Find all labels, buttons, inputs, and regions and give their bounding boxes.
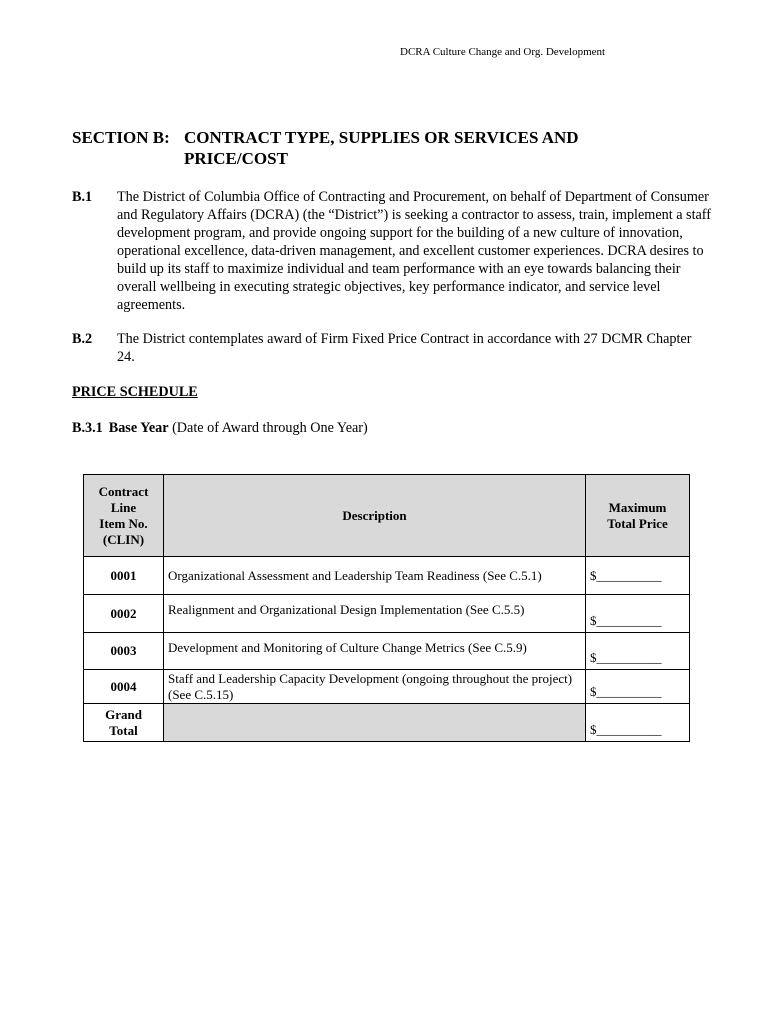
section-title-line1: CONTRACT TYPE, SUPPLIES OR SERVICES AND <box>184 128 579 147</box>
table-row <box>84 633 690 670</box>
grand-total-row <box>84 704 690 742</box>
subsection-detail: (Date of Award through One Year) <box>172 420 368 436</box>
price-cell: $__________ <box>586 557 690 595</box>
table-header-row <box>84 475 690 557</box>
price-header-line: Maximum <box>608 499 667 515</box>
table-row <box>84 595 690 633</box>
description-cell: Staff and Leadership Capacity Development (ongoing throughout the project)(See C.5.15) <box>164 670 586 704</box>
clin-cell: 0001 <box>84 557 164 595</box>
price-cell: $__________ <box>586 633 690 670</box>
table-row <box>84 557 690 595</box>
description-cell: Realignment and Organizational Design Implementation (See C.5.5) <box>164 595 586 633</box>
clin-cell: 0003 <box>84 633 164 670</box>
description-cell: Development and Monitoring of Culture Change Metrics (See C.5.9) <box>164 633 586 670</box>
grand-total-label-line: Grand <box>105 706 142 722</box>
running-header: DCRA Culture Change and Org. Development <box>400 46 606 58</box>
price-schedule-heading: PRICE SCHEDULE <box>72 384 198 400</box>
clin-cell: 0004 <box>84 670 164 704</box>
price-header-line: Total Price <box>607 515 668 531</box>
price-table <box>83 474 690 742</box>
clin-cell: 0002 <box>84 595 164 633</box>
paragraph-b1 <box>72 188 712 314</box>
subsection-b31 <box>72 420 368 437</box>
table-row <box>84 670 690 704</box>
clin-header <box>84 475 164 557</box>
section-title <box>72 127 692 169</box>
clin-header-line: Item No. <box>99 515 148 531</box>
price-cell: $__________ <box>586 670 690 704</box>
clin-header-line: Line <box>110 499 137 515</box>
subsection-number: B.3.1 <box>72 420 103 436</box>
section-title-line2: PRICE/COST <box>184 149 288 168</box>
grand-total-description <box>164 704 586 742</box>
paragraph-number: B.2 <box>72 331 93 347</box>
grand-total-label-line: Total <box>109 722 138 738</box>
subsection-label: Base Year <box>108 420 169 436</box>
paragraph-b2 <box>72 330 712 366</box>
paragraph-text: The District of Columbia Office of Contracting and Procurement, on behalf of Department of Consumer and Regulatory Affairs (DCRA) (the “District”) is seeking a contractor to assess, train, implement a staff development program, and provide ongoing support for the building of a new culture of innovation, operational excellence, data-driven management, and excellent customer experiences. DCRA desires to build up its staff to maximize individual and team performance with an eye towards balancing their overall wellbeing in executing strategic objectives, key performance indicator, and service level agreements. <box>117 189 712 313</box>
clin-header-line: Contract <box>98 483 149 499</box>
price-header <box>586 475 690 557</box>
paragraph-text: The District contemplates award of Firm Fixed Price Contract in accordance with 27 DCMR Chapter 24. <box>117 331 692 365</box>
description-header: Description <box>164 475 586 557</box>
section-prefix: SECTION B: <box>72 128 170 147</box>
description-cell: Organizational Assessment and Leadership Team Readiness (See C.5.1) <box>164 557 586 595</box>
grand-total-label <box>84 704 164 742</box>
paragraph-number: B.1 <box>72 189 93 205</box>
grand-total-price: $__________ <box>586 704 690 742</box>
clin-header-line: (CLIN) <box>102 531 145 547</box>
price-cell: $__________ <box>586 595 690 633</box>
